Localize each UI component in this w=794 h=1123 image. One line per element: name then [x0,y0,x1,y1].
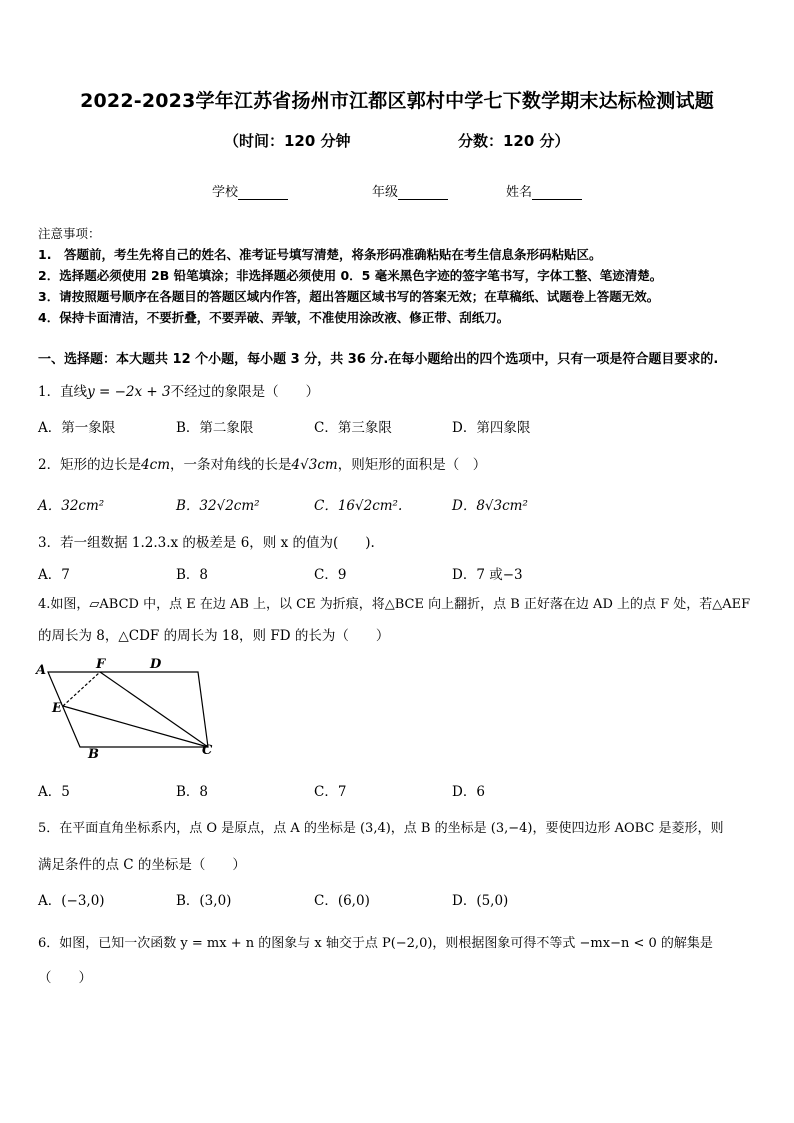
q5-option-d[interactable]: D．(5,0) [452,893,509,909]
q2-mid: ，一条对角线的长是 [170,457,292,473]
note-item: 3．请按照题号顺序在各题目的答题区域内作答，超出答题区域书写的答案无效；在草稿纸、试题卷上答题无效。 [38,289,660,304]
label-e: E [52,701,62,716]
question-4-line1: 4.如图，▱ABCD 中，点 E 在边 AB 上，以 CE 为折痕，将△BCE 向上翻折，点 B 正好落在边 AD 上的点 F 处，若△AEF [38,597,751,612]
q1-option-d[interactable]: D．第四象限 [452,420,531,436]
label-c: C [202,743,213,758]
q2-option-d[interactable]: D．8√3cm² [452,498,528,514]
question-6-line2: （ ） [38,970,92,986]
time-limit: （时间：120 分钟 [224,132,351,150]
q5-option-a[interactable]: A．(−3,0) [38,893,105,909]
q4-option-b[interactable]: B．8 [176,784,209,800]
question-1 [38,380,319,400]
note-item: 2．选择题必须使用 2B 铅笔填涂；非选择题必须使用 0．5 毫米黑色字迹的签字笔书写，字体工整、笔迹清楚。 [38,268,663,283]
question-4-line2: 的周长为 8，△CDF 的周长为 18，则 FD 的长为（ ） [38,628,390,644]
grade-label: 年级 [372,185,399,200]
parallelogram-abcd [48,672,208,747]
notes-heading: 注意事项： [38,226,101,241]
school-blank[interactable] [238,187,288,200]
question-2 [38,453,486,473]
q5-option-b[interactable]: B．(3,0) [176,893,232,909]
school-label: 学校 [212,185,239,200]
question-5-line2: 满足条件的点 C 的坐标是（ ） [38,857,246,873]
q2-pre: 2．矩形的边长是 [38,457,142,473]
q1-math: y = −2x + 3 [87,384,171,400]
q4-option-d[interactable]: D．6 [452,784,485,800]
q2-option-a[interactable]: A．32cm² [38,498,105,514]
q1-option-b[interactable]: B．第二象限 [176,420,254,436]
segment-fc [100,672,208,747]
total-score: 分数：120 分） [458,132,570,150]
name-blank[interactable] [532,187,582,200]
label-b: B [88,747,99,762]
school-field [212,181,288,200]
q1-pre: 1．直线 [38,384,88,400]
q2-option-c[interactable]: C．16√2cm². [314,498,403,514]
q3-option-a[interactable]: A．7 [38,567,70,583]
name-field [506,181,582,200]
q2-diagonal: 4√3cm [291,457,338,473]
section-heading: 一、选择题：本大题共 12 个小题，每小题 3 分，共 36 分.在每小题给出的四个选项中，只有一项是符合题目要求的. [38,352,719,367]
grade-blank[interactable] [398,187,448,200]
question-5-line1: 5．在平面直角坐标系内，点 O 是原点，点 A 的坐标是 (3,4)，点 B 的坐标是 (3,−4)，要使四边形 AOBC 是菱形，则 [38,821,724,836]
parallelogram-figure [30,652,230,764]
grade-field [372,181,448,200]
segment-ec [63,706,208,747]
label-f: F [96,657,106,672]
q2-post: ，则矩形的面积是（ ） [337,457,487,473]
note-item: 1. 答题前，考生先将自己的姓名、准考证号填写清楚，将条形码准确粘贴在考生信息条形码粘贴区。 [38,247,602,262]
q1-option-a[interactable]: A．第一象限 [38,420,116,436]
segment-ef [63,672,100,706]
question-6-line1: 6．如图，已知一次函数 y = mx + n 的图象与 x 轴交于点 P(−2,0)，则根据图象可得不等式 −mx−n < 0 的解集是 [38,936,713,951]
q2-length: 4cm [141,457,171,473]
question-3: 3．若一组数据 1.2.3.x 的极差是 6，则 x 的值为( ). [38,535,375,551]
q3-option-d[interactable]: D．7 或−3 [452,567,523,583]
q3-option-b[interactable]: B．8 [176,567,209,583]
q3-option-c[interactable]: C．9 [314,567,347,583]
q5-option-c[interactable]: C．(6,0) [314,893,370,909]
q1-post: 不经过的象限是（ ） [170,384,320,400]
note-item: 4．保持卡面清洁，不要折叠，不要弄破、弄皱，不准使用涂改液、修正带、刮纸刀。 [38,310,510,325]
label-a: A [36,663,47,678]
name-label: 姓名 [506,185,533,200]
label-d: D [150,657,162,672]
q4-option-c[interactable]: C．7 [314,784,347,800]
q2-option-b[interactable]: B．32√2cm² [176,498,260,514]
exam-title: 2022-2023学年江苏省扬州市江都区郭村中学七下数学期末达标检测试题 [80,90,714,112]
q1-option-c[interactable]: C．第三象限 [314,420,392,436]
q4-option-a[interactable]: A．5 [38,784,70,800]
